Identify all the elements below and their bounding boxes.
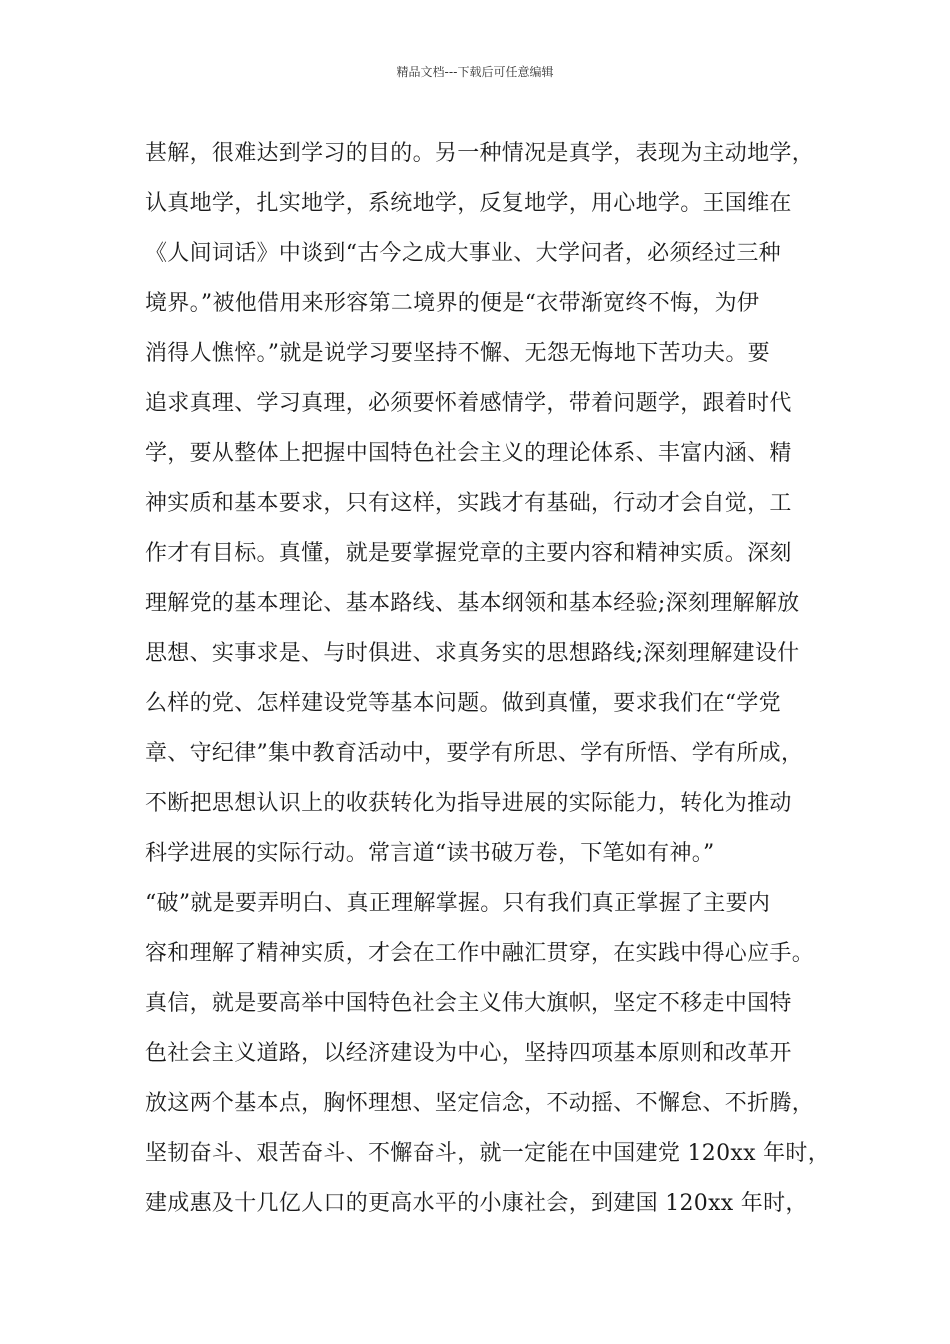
text-line-21: 坚韧奋斗、艰苦奋斗、不懈奋斗，就一定能在中国建党 120xx 年时，: [145, 1141, 830, 1166]
text-line-11: 思想、实事求是、与时俱进、求真务实的思想路线;深刻理解建设什: [145, 641, 800, 666]
text-line-9: 作才有目标。真懂，就是要掌握党章的主要内容和精神实质。深刻: [145, 541, 792, 566]
text-line-3: 《人间词话》中谈到“古今之成大事业、大学问者，必须经过三种: [145, 241, 781, 266]
text-line-5: 消得人憔悴。”就是说学习要坚持不懈、无怨无悔地下苦功夫。要: [145, 341, 770, 366]
text-line-19: 色社会主义道路，以经济建设为中心，坚持四项基本原则和改革开: [145, 1041, 792, 1066]
text-line-16: “破”就是要弄明白、真正理解掌握。只有我们真正掌握了主要内: [145, 891, 771, 916]
text-line-13: 章、守纪律”集中教育活动中，要学有所思、学有所悟、学有所成，: [145, 741, 804, 766]
text-line-7: 学，要从整体上把握中国特色社会主义的理论体系、丰富内涵、精: [145, 441, 792, 466]
text-line-17: 容和理解了精神实质，才会在工作中融汇贯穿，在实践中得心应手。: [145, 941, 815, 966]
text-line-12: 么样的党、怎样建设党等基本问题。做到真懂，要求我们在“学党: [145, 691, 781, 716]
text-line-14: 不断把思想认识上的收获转化为指导进展的实际能力，转化为推动: [145, 791, 792, 816]
text-line-22: 建成惠及十几亿人口的更高水平的小康社会，到建国 120xx 年时，: [145, 1191, 808, 1216]
text-line-18: 真信，就是要高举中国特色社会主义伟大旗帜，坚定不移走中国特: [145, 991, 792, 1016]
page-header: 精品文档---下载后可任意编辑: [396, 65, 554, 79]
text-line-4: 境界。”被他借用来形容第二境界的便是“衣带渐宽终不悔，为伊: [145, 291, 760, 316]
text-line-2: 认真地学，扎实地学，系统地学，反复地学，用心地学。王国维在: [145, 191, 792, 216]
text-line-6: 追求真理、学习真理，必须要怀着感情学，带着问题学，跟着时代: [145, 391, 792, 416]
text-line-1: 甚解，很难达到学习的目的。另一种情况是真学，表现为主动地学，: [145, 141, 815, 166]
text-line-10: 理解党的基本理论、基本路线、基本纲领和基本经验;深刻理解解放: [145, 591, 800, 616]
text-line-15: 科学进展的实际行动。常言道“读书破万卷，下笔如有神。”: [145, 841, 715, 866]
document-body: [145, 129, 835, 1229]
text-line-8: 神实质和基本要求，只有这样，实践才有基础，行动才会自觉，工: [145, 491, 792, 516]
text-line-20: 放这两个基本点，胸怀理想、坚定信念，不动摇、不懈怠、不折腾，: [145, 1091, 815, 1116]
